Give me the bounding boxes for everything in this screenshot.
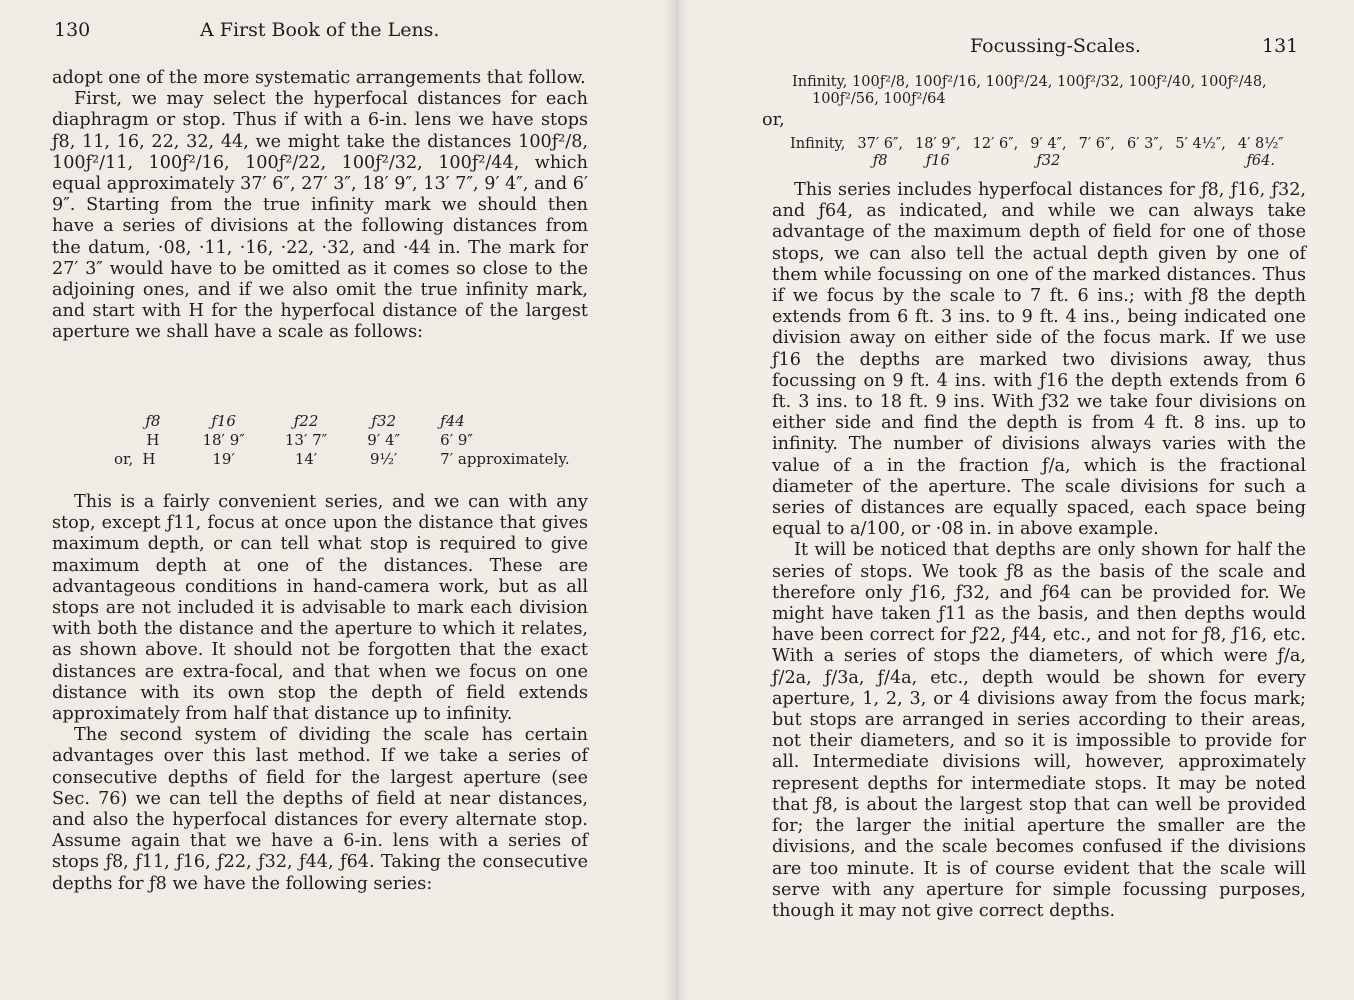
left-page xyxy=(0,0,676,1000)
table-cell: ƒ16 xyxy=(211,412,236,430)
table-cell: ƒ44 xyxy=(440,412,465,430)
table-cell xyxy=(1067,153,1115,170)
table-row xyxy=(114,412,570,431)
table-cell: H xyxy=(146,431,160,449)
table-cell xyxy=(961,153,1019,170)
table-cell: 5′ 4½″, xyxy=(1175,136,1226,152)
right-text-block xyxy=(772,180,1306,922)
paragraph: The second system of dividing the scale has certain advantages over this last method. If we take a series of consecutive depths of field for the largest aperture (see Sec. 76) we can tell the depths of field at near distances, and also the hyperfocal distances for every alternate stop. Assume again that we have a 6-in. lens with a series of stops ƒ8, ƒ11, ƒ16, ƒ22, ƒ32, ƒ44, ƒ64. Taking the consecutive depths for ƒ8 we have the following series: xyxy=(52,725,588,894)
paragraph: This series includes hyperfocal distances for ƒ8, ƒ16, ƒ32, and ƒ64, as indicated, and while we can always take advantage of the maximum depth of field for one of those stops, we can also tell the actual depth given by one of them while focussing on one of the marked distances. Thus if we focus by the scale to 7 ft. 6 ins.; with ƒ8 the depth extends from 6 ft. 3 ins. to 9 ft. 4 ins., being indicated one division away on either side of the focus mark. If we use ƒ16 the depths are marked two divisions away, thus focussing on 9 ft. 4 ins. with ƒ16 the depth extends from 6 ft. 3 ins. to 18 ft. 9 ins. With ƒ32 we take four divisions on either side and find the depth is from 4 ft. 8 ins. up to infinity. The number of divisions always varies with the value of a in the fraction ƒ/a, which is the fractional diameter of the aperture. The scale divisions for such a series of distances are equally spaced, each space being equal to a/100, or ·08 in. in above example. xyxy=(772,180,1306,540)
page-number-left: 130 xyxy=(54,19,91,41)
paragraph: This is a fairly convenient series, and we can with any stop, except ƒ11, focus at once upon the distance that gives maximum depth, or can tell what stop is required to give maximum depth at one of the distances. These are advantageous conditions in hand-camera work, but as all stops are not included it is advisable to mark each division with both the distance and the aperture to which it relates, as shown above. It should not be forgotten that the exact distances are extra-focal, and that when we focus on one distance with its own stop the depth of field extends approximately from half that distance up to infinity. xyxy=(52,492,588,725)
table-row xyxy=(114,431,570,450)
paragraph: It will be noticed that depths are only shown for half the series of stops. We took ƒ8 as the basis of the scale and therefore only ƒ16, ƒ32, and ƒ64 can be provided for. We might have taken ƒ11 as the basis, and then depths would have been correct for ƒ22, ƒ44, etc., and not for ƒ8, ƒ16, etc. With a series of stops the diameters, of which were ƒ/a, ƒ/2a, ƒ/3a, ƒ/4a, etc., depth would be shown for every aperture, 1, 2, 3, or 4 divisions away from the focus mark; but stops are arranged in series according to their areas, not their diameters, and so it is impossible to provide for all. Intermediate divisions will, however, approximately represent depths for intermediate stops. It may be noted that ƒ8, is about the largest stop that can well be provided for; the larger the initial aperture the smaller are the divisions, and the scale becomes confused if the divisions are too minute. It is of course evident that the scale will serve with any aperture for simple focussing purposes, though it may not give correct depths. xyxy=(772,540,1306,921)
table-cell xyxy=(790,153,845,170)
table-cell: 7′ approximately. xyxy=(440,450,570,468)
table-cell: 7′ 6″, xyxy=(1078,136,1116,152)
table-cell: ƒ64. xyxy=(1246,153,1275,169)
running-title-right: Focussing-Scales. xyxy=(970,35,1141,57)
table-cell: 9½′ xyxy=(369,450,398,468)
table-cell: ƒ8 xyxy=(872,153,888,169)
table-cell xyxy=(114,431,133,450)
table-cell: 9′ 4″ xyxy=(367,431,401,449)
left-text-block-1 xyxy=(52,68,588,344)
table-cell: 6′ 9″ xyxy=(440,431,474,449)
table-cell xyxy=(1163,153,1225,170)
table-cell: H xyxy=(142,450,156,468)
running-title-left: A First Book of the Lens. xyxy=(200,19,440,41)
book-gutter xyxy=(664,0,690,1000)
paragraph: First, we may select the hyperfocal distances for each diaphragm or stop. Thus if with a 6-in. lens we have stops ƒ8, 11, 16, 22, 32, 44, we might take the distances 100ƒ²/8, 100ƒ²/11, 100ƒ²/16, 100ƒ²/22, 100ƒ²/32, 100ƒ²/44, which equal approximately 37′ 6″, 27′ 3″, 18′ 9″, 13′ 7″, 9′ 4″, and 6′ 9″. Starting from the true infinity mark we should then have a series of divisions at the following distances from the datum, ·08, ·11, ·16, ·22, ·32, and ·44 in. The mark for 27′ 3″ would have to be omitted as it comes so close to the adjoining ones, and if we also omit the true infinity mark, and start with H for the hyperfocal distance of the largest aperture we shall have a scale as follows: xyxy=(52,89,588,343)
table-cell: 12′ 6″, xyxy=(972,136,1019,152)
table-cell: Infinity, xyxy=(790,136,846,152)
table-cell: 9′ 4″, xyxy=(1030,136,1067,152)
left-text-block-2 xyxy=(52,492,588,895)
table-cell xyxy=(114,412,133,431)
or-label: or, xyxy=(762,110,785,130)
table-cell: ƒ32 xyxy=(371,412,397,430)
table-row xyxy=(790,153,1284,170)
table-row xyxy=(790,136,1284,153)
table-cell: ƒ32 xyxy=(1036,153,1061,169)
series-line: 100ƒ²/56, 100ƒ²/64 xyxy=(812,91,946,107)
table-cell: 19′ xyxy=(212,450,235,468)
series-line: Infinity, 100ƒ²/8, 100ƒ²/16, 100ƒ²/24, 100ƒ²/32, 100ƒ²/40, 100ƒ²/48, xyxy=(792,74,1267,90)
paragraph: adopt one of the more systematic arrangements that follow. xyxy=(52,68,586,88)
distance-series-table xyxy=(790,136,1284,170)
table-cell: 18′ 9″, xyxy=(915,136,961,152)
page-number-right: 131 xyxy=(1262,35,1299,57)
scale-table xyxy=(114,412,570,469)
table-cell xyxy=(1115,153,1163,170)
table-row xyxy=(114,450,570,469)
table-cell: 13′ 7″ xyxy=(284,431,328,449)
table-cell: 18′ 9″ xyxy=(202,431,245,449)
table-cell: 6′ 3″, xyxy=(1127,136,1164,152)
table-cell: or, xyxy=(114,450,134,468)
table-cell: ƒ22 xyxy=(293,412,319,430)
table-cell: ƒ16 xyxy=(925,153,950,169)
table-cell: 37′ 6″, xyxy=(857,136,904,152)
table-cell: 4′ 8½″ xyxy=(1237,136,1284,152)
right-page xyxy=(676,0,1354,1000)
table-cell: ƒ8 xyxy=(145,412,161,430)
table-cell: 14′ xyxy=(294,450,318,468)
